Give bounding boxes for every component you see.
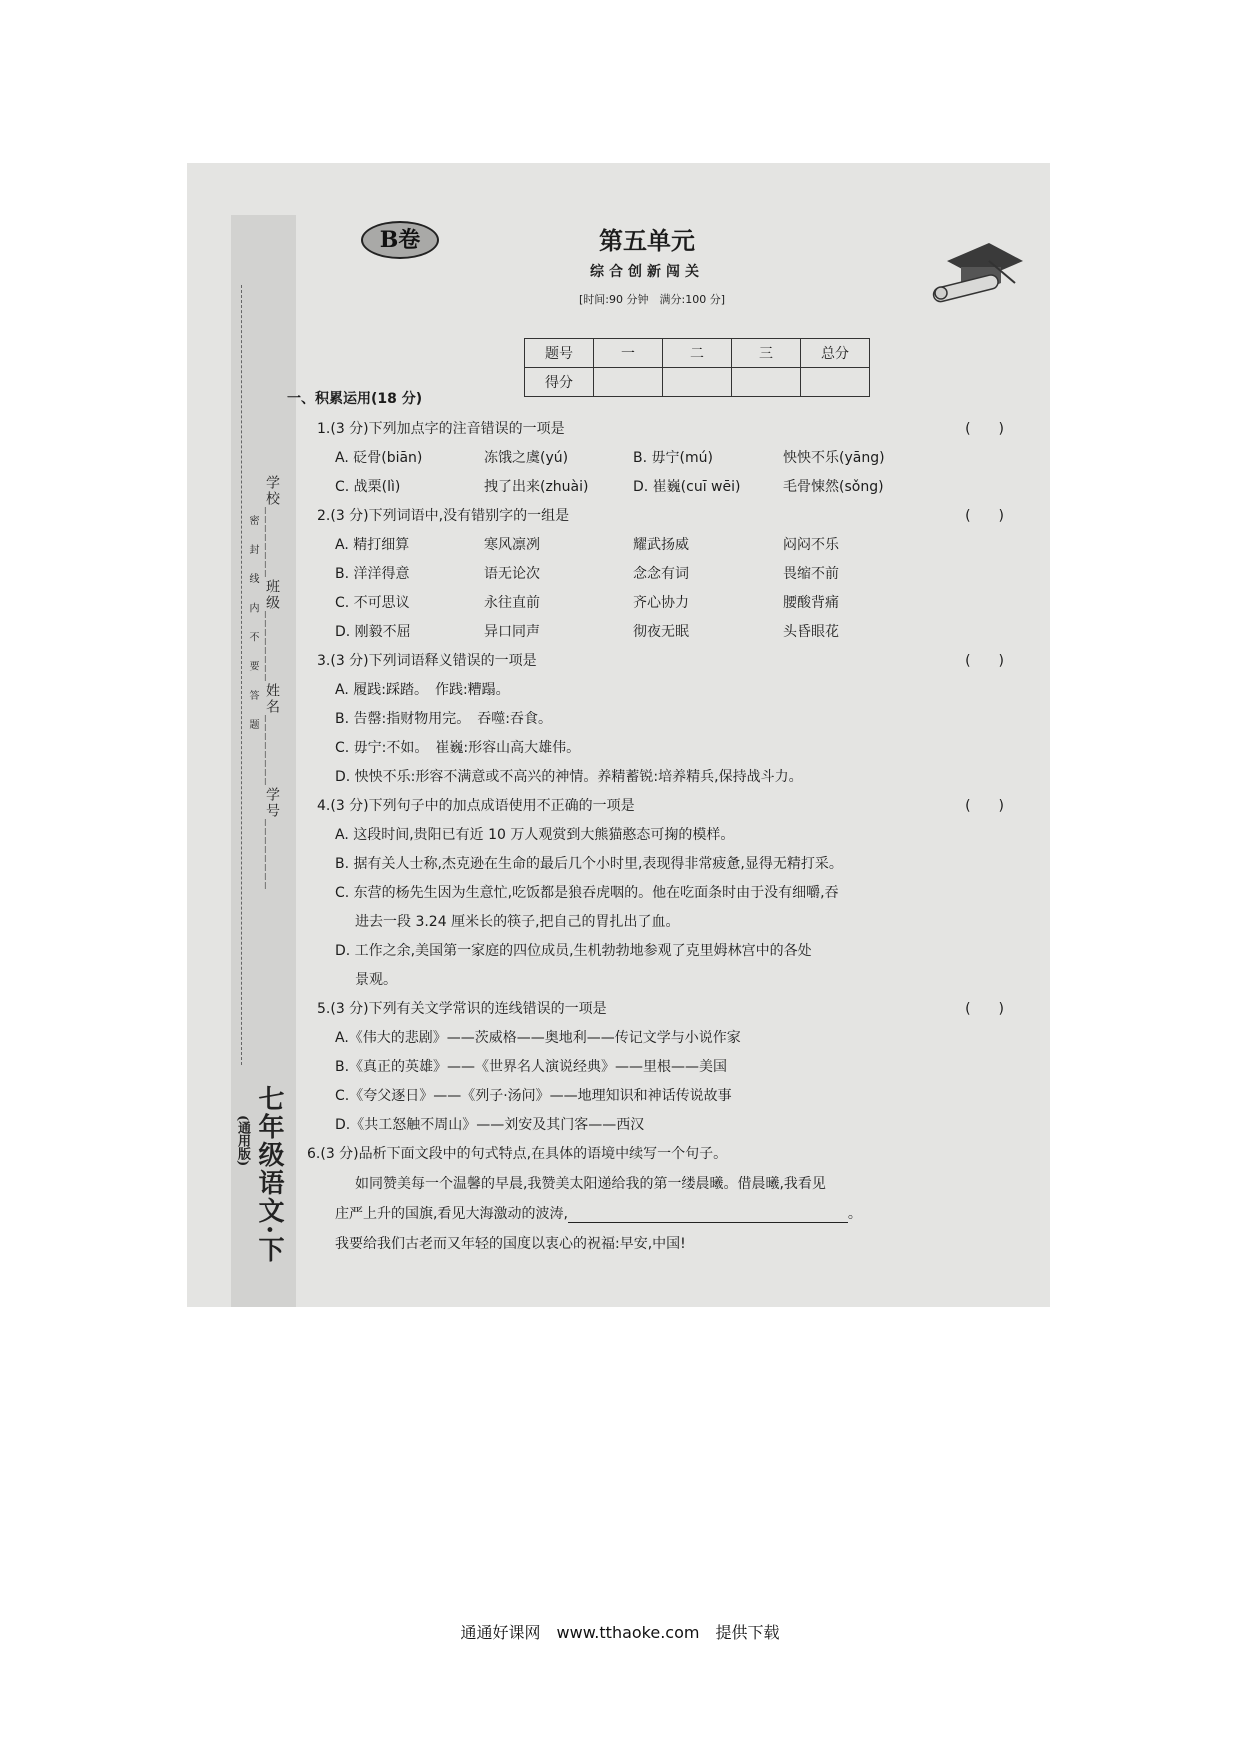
q1-option: 冻饿之虞(yú) bbox=[484, 450, 569, 466]
q6-passage-end: 。 bbox=[847, 1206, 862, 1222]
download-footer: 通通好课网 www.tthaoke.com 提供下载 bbox=[460, 1623, 780, 1642]
question-1-stem: 1.(3 分)下列加点字的注音错误的一项是 bbox=[317, 421, 565, 437]
q4-option: A. 这段时间,贵阳已有近 10 万人观赏到大熊猫憨态可掬的模样。 bbox=[335, 827, 735, 843]
q2-option: 耀武扬威 bbox=[633, 537, 689, 553]
q4-option-cont: 进去一段 3.24 厘米长的筷子,把自己的胃扎出了血。 bbox=[355, 914, 680, 930]
question-content bbox=[187, 163, 1050, 1307]
q4-option: D. 工作之余,美国第一家庭的四位成员,生机勃勃地参观了克里姆林宫中的各处 bbox=[335, 943, 812, 959]
q5-option: C.《夸父逐日》——《列子·汤问》——地理知识和神话传说故事 bbox=[335, 1088, 732, 1104]
q4-option: B. 据有关人士称,杰克逊在生命的最后几个小时里,表现得非常疲惫,显得无精打采。 bbox=[335, 856, 843, 872]
q2-option: 语无论次 bbox=[484, 566, 540, 582]
q1-option: B. 毋宁(mú) bbox=[633, 450, 713, 466]
question-2-stem: 2.(3 分)下列词语中,没有错别字的一组是 bbox=[317, 508, 570, 524]
answer-blank[interactable] bbox=[568, 1208, 848, 1223]
time-info: [时间:90 分钟 满分:100 分] bbox=[579, 293, 725, 306]
table-cell: 二 bbox=[663, 339, 732, 368]
q3-option: D. 怏怏不乐:形容不满意或不高兴的神情。养精蓄锐:培养精兵,保持战斗力。 bbox=[335, 769, 803, 785]
q2-option: D. 刚毅不屈 bbox=[335, 624, 411, 640]
answer-bracket: ( ) bbox=[965, 653, 1004, 669]
q1-option: 怏怏不乐(yāng) bbox=[783, 450, 885, 466]
table-cell: 总分 bbox=[801, 339, 870, 368]
q2-option: 腰酸背痛 bbox=[783, 595, 839, 611]
question-6-stem: 6.(3 分)品析下面文段中的句式特点,在具体的语境中续写一个句子。 bbox=[307, 1146, 728, 1162]
q6-passage-text: 庄严上升的国旗,看见大海激动的波涛, bbox=[335, 1206, 568, 1222]
edition-label: (通用版) bbox=[235, 1115, 250, 1167]
q3-option: A. 履践:踩踏。 作践:糟蹋。 bbox=[335, 682, 510, 698]
q6-passage-line: 如同赞美每一个温馨的早晨,我赞美太阳递给我的第一缕晨曦。借晨曦,我看见 bbox=[355, 1176, 826, 1192]
student-info-fields: 学校________班级________姓名________学号________ bbox=[264, 475, 280, 891]
q2-option: 畏缩不前 bbox=[783, 566, 839, 582]
unit-title: 第五单元 bbox=[599, 226, 695, 255]
table-cell: 三 bbox=[732, 339, 801, 368]
unit-subtitle: 综合创新闯关 bbox=[590, 264, 704, 280]
q2-option: 异口同声 bbox=[484, 624, 540, 640]
section-title: 一、积累运用(18 分) bbox=[287, 391, 423, 407]
seal-line-note: 密 封 线 内 不 要 答 题 bbox=[247, 515, 258, 738]
table-cell: 题号 bbox=[525, 339, 594, 368]
q4-option: C. 东营的杨先生因为生意忙,吃饭都是狼吞虎咽的。他在吃面条时由于没有细嚼,吞 bbox=[335, 885, 839, 901]
q5-option: B.《真正的英雄》——《世界名人演说经典》——里根——美国 bbox=[335, 1059, 728, 1075]
q2-option: A. 精打细算 bbox=[335, 537, 410, 553]
q6-passage-line bbox=[335, 1203, 862, 1223]
q1-option: D. 崔巍(cuī wēi) bbox=[633, 479, 741, 495]
q4-option-cont: 景观。 bbox=[355, 972, 397, 988]
table-cell: 得分 bbox=[525, 368, 594, 397]
q2-option: 头昏眼花 bbox=[783, 624, 839, 640]
answer-bracket: ( ) bbox=[965, 421, 1004, 437]
answer-bracket: ( ) bbox=[965, 798, 1004, 814]
answer-bracket: ( ) bbox=[965, 1001, 1004, 1017]
grade-label: 七年级语文·下 bbox=[254, 1085, 284, 1265]
q2-option: 闷闷不乐 bbox=[783, 537, 839, 553]
q2-option: 寒风凛冽 bbox=[484, 537, 540, 553]
q6-passage-line: 我要给我们古老而又年轻的国度以衷心的祝福:早安,中国! bbox=[335, 1236, 686, 1252]
q3-option: C. 毋宁:不如。 崔巍:形容山高大雄伟。 bbox=[335, 740, 581, 756]
table-cell: 一 bbox=[594, 339, 663, 368]
answer-bracket: ( ) bbox=[965, 508, 1004, 524]
q3-option: B. 告罄:指财物用完。 吞噬:吞食。 bbox=[335, 711, 552, 727]
q2-option: 彻夜无眠 bbox=[633, 624, 689, 640]
paper-b-badge: B卷 bbox=[361, 221, 439, 259]
q2-option: 永往直前 bbox=[484, 595, 540, 611]
q2-option: 念念有词 bbox=[633, 566, 689, 582]
q1-option: 拽了出来(zhuài) bbox=[484, 479, 589, 495]
q2-option: 齐心协力 bbox=[633, 595, 689, 611]
question-4-stem: 4.(3 分)下列句子中的加点成语使用不正确的一项是 bbox=[317, 798, 635, 814]
scanned-page bbox=[187, 163, 1050, 1307]
q2-option: C. 不可思议 bbox=[335, 595, 410, 611]
q5-option: A.《伟大的悲剧》——茨威格——奥地利——传记文学与小说作家 bbox=[335, 1030, 741, 1046]
q1-option: C. 战栗(lì) bbox=[335, 479, 401, 495]
question-5-stem: 5.(3 分)下列有关文学常识的连线错误的一项是 bbox=[317, 1001, 607, 1017]
q1-option: 毛骨悚然(sǒng) bbox=[783, 479, 884, 495]
q1-option: A. 砭骨(biān) bbox=[335, 450, 423, 466]
q2-option: B. 洋洋得意 bbox=[335, 566, 410, 582]
question-3-stem: 3.(3 分)下列词语释义错误的一项是 bbox=[317, 653, 537, 669]
q5-option: D.《共工怒触不周山》——刘安及其门客——西汉 bbox=[335, 1117, 645, 1133]
